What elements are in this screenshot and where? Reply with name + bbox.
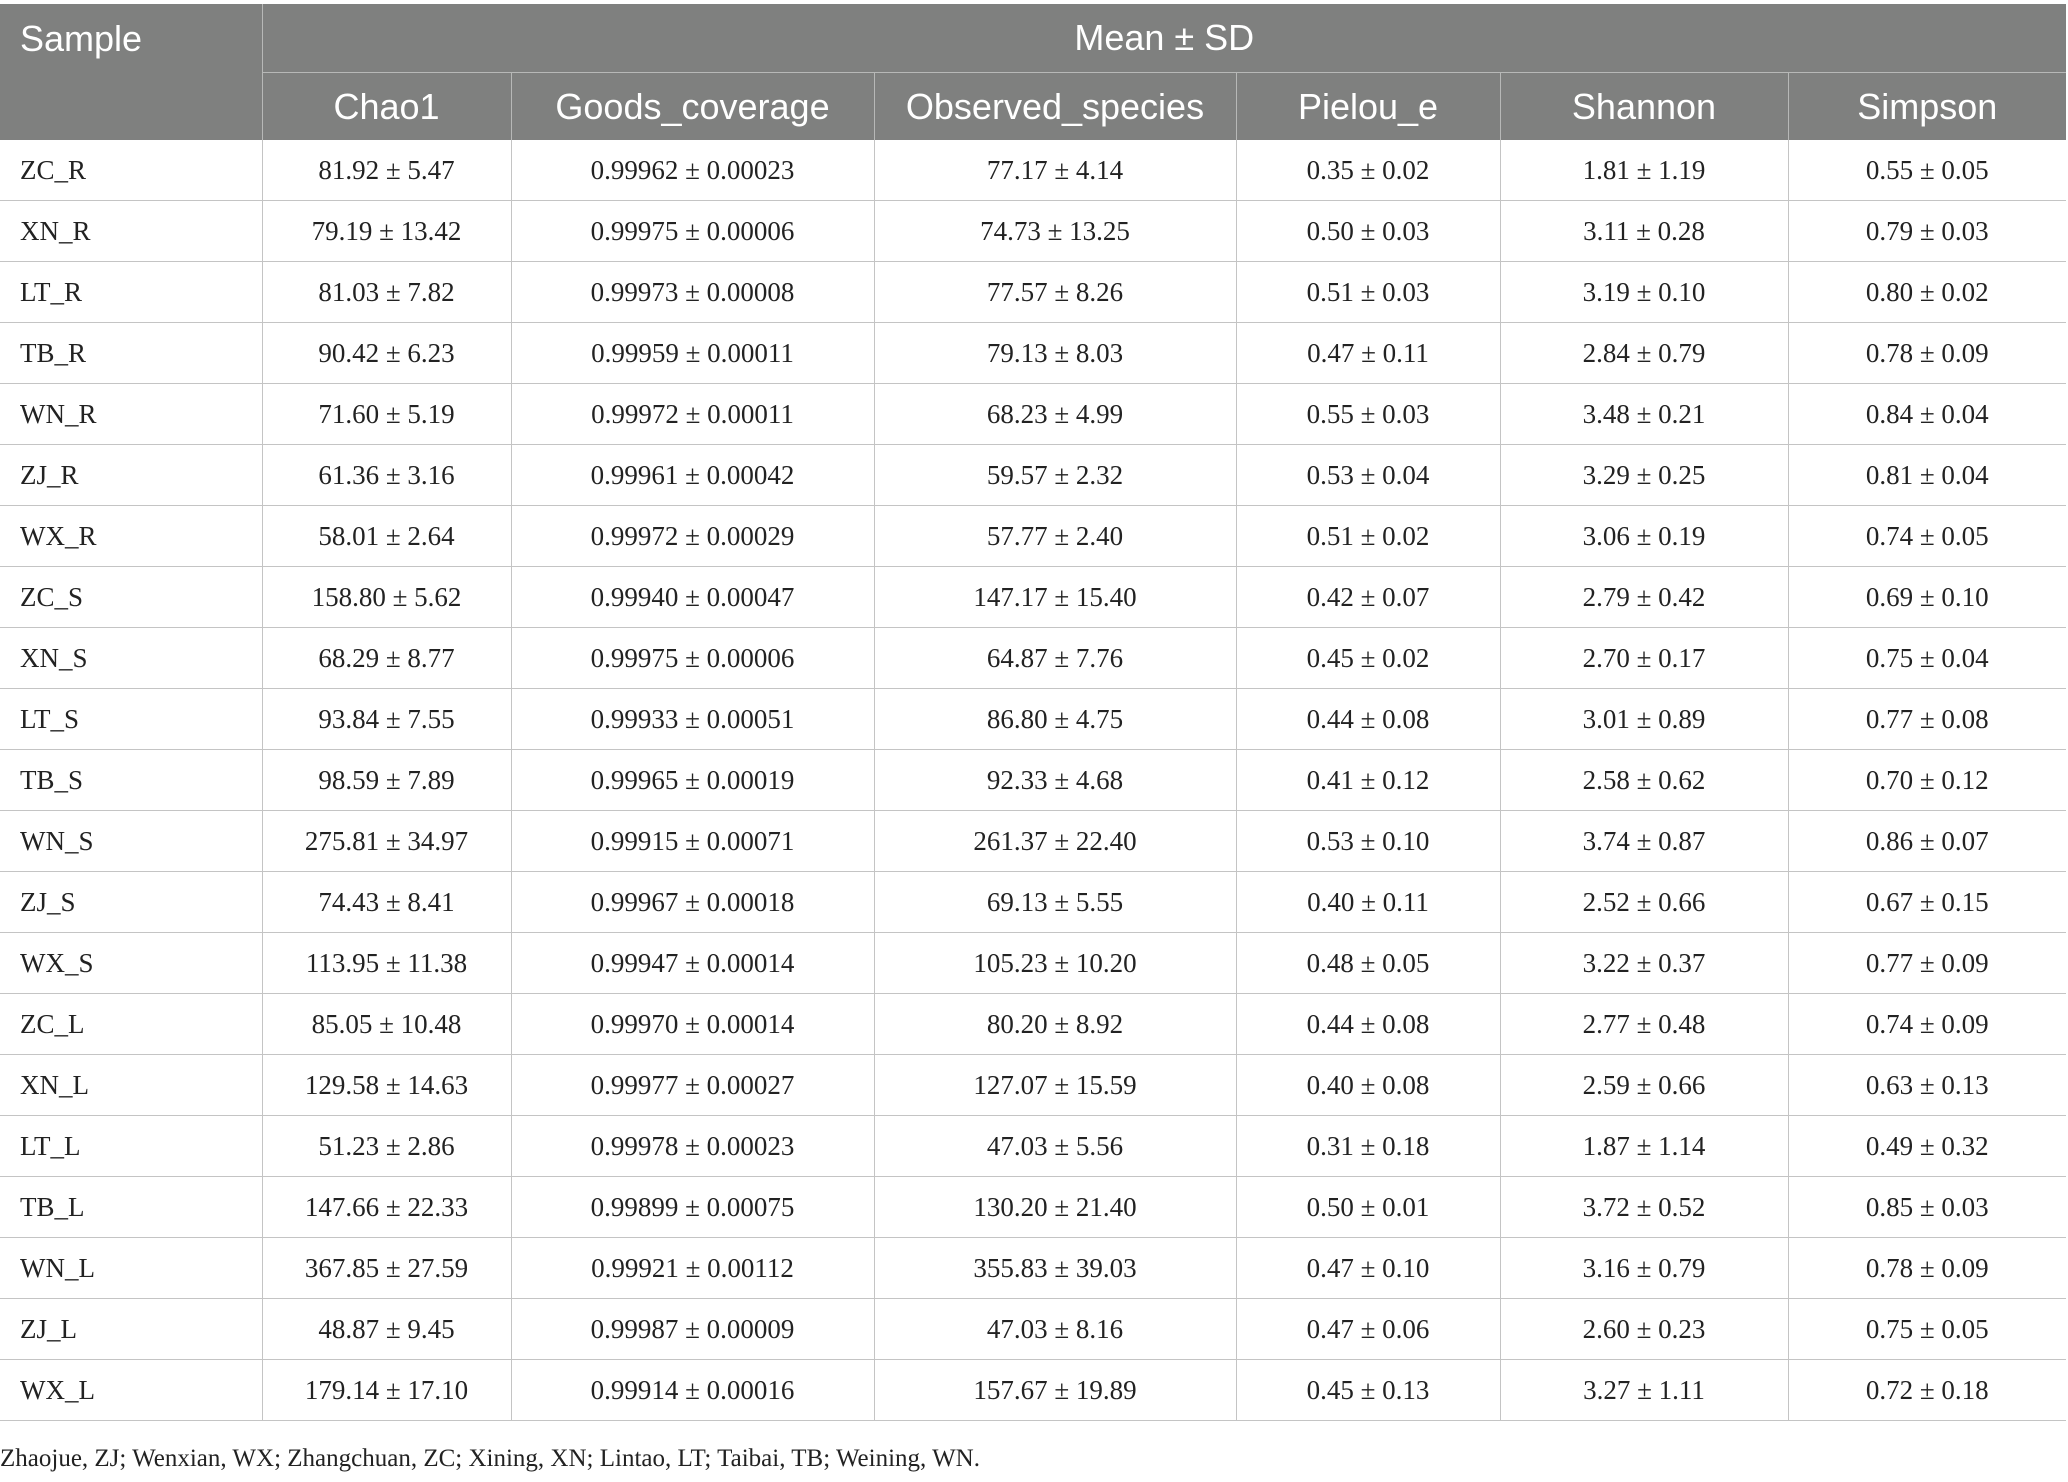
simpson-cell: 0.70 ± 0.12 xyxy=(1788,750,2066,811)
goods-coverage-cell: 0.99965 ± 0.00019 xyxy=(511,750,874,811)
shannon-cell: 3.11 ± 0.28 xyxy=(1500,201,1788,262)
observed-species-cell: 77.17 ± 4.14 xyxy=(874,140,1236,201)
goods-coverage-cell: 0.99977 ± 0.00027 xyxy=(511,1055,874,1116)
observed-species-cell: 105.23 ± 10.20 xyxy=(874,933,1236,994)
goods-coverage-cell: 0.99899 ± 0.00075 xyxy=(511,1177,874,1238)
observed-species-cell: 127.07 ± 15.59 xyxy=(874,1055,1236,1116)
observed-species-cell: 79.13 ± 8.03 xyxy=(874,323,1236,384)
simpson-cell: 0.84 ± 0.04 xyxy=(1788,384,2066,445)
table-row xyxy=(0,384,2066,445)
observed-species-cell: 80.20 ± 8.92 xyxy=(874,994,1236,1055)
sample-cell: XN_L xyxy=(0,1055,262,1116)
shannon-cell: 2.84 ± 0.79 xyxy=(1500,323,1788,384)
sample-cell: LT_S xyxy=(0,689,262,750)
pielou-e-cell: 0.40 ± 0.11 xyxy=(1236,872,1500,933)
sample-cell: ZC_R xyxy=(0,140,262,201)
observed-species-cell: 59.57 ± 2.32 xyxy=(874,445,1236,506)
goods-coverage-cell: 0.99914 ± 0.00016 xyxy=(511,1360,874,1421)
shannon-cell: 3.48 ± 0.21 xyxy=(1500,384,1788,445)
table-row xyxy=(0,628,2066,689)
table-row xyxy=(0,506,2066,567)
chao1-cell: 129.58 ± 14.63 xyxy=(262,1055,511,1116)
shannon-cell: 1.87 ± 1.14 xyxy=(1500,1116,1788,1177)
sample-cell: TB_S xyxy=(0,750,262,811)
table-row xyxy=(0,1177,2066,1238)
simpson-cell: 0.79 ± 0.03 xyxy=(1788,201,2066,262)
chao1-cell: 81.92 ± 5.47 xyxy=(262,140,511,201)
goods-coverage-cell: 0.99962 ± 0.00023 xyxy=(511,140,874,201)
simpson-cell: 0.78 ± 0.09 xyxy=(1788,1238,2066,1299)
observed-species-cell: 355.83 ± 39.03 xyxy=(874,1238,1236,1299)
goods-coverage-cell: 0.99959 ± 0.00011 xyxy=(511,323,874,384)
shannon-cell: 2.60 ± 0.23 xyxy=(1500,1299,1788,1360)
simpson-cell: 0.67 ± 0.15 xyxy=(1788,872,2066,933)
goods-coverage-cell: 0.99970 ± 0.00014 xyxy=(511,994,874,1055)
sample-cell: LT_L xyxy=(0,1116,262,1177)
simpson-cell: 0.49 ± 0.32 xyxy=(1788,1116,2066,1177)
goods-coverage-cell: 0.99972 ± 0.00029 xyxy=(511,506,874,567)
pielou-e-cell: 0.44 ± 0.08 xyxy=(1236,689,1500,750)
simpson-cell: 0.77 ± 0.08 xyxy=(1788,689,2066,750)
chao1-cell: 275.81 ± 34.97 xyxy=(262,811,511,872)
column-header-simpson: Simpson xyxy=(1788,73,2066,141)
pielou-e-cell: 0.55 ± 0.03 xyxy=(1236,384,1500,445)
table-row xyxy=(0,567,2066,628)
sample-column-header: Sample xyxy=(0,4,262,140)
chao1-cell: 367.85 ± 27.59 xyxy=(262,1238,511,1299)
table-row xyxy=(0,140,2066,201)
observed-species-cell: 68.23 ± 4.99 xyxy=(874,384,1236,445)
column-header-shannon: Shannon xyxy=(1500,73,1788,141)
observed-species-cell: 64.87 ± 7.76 xyxy=(874,628,1236,689)
goods-coverage-cell: 0.99987 ± 0.00009 xyxy=(511,1299,874,1360)
observed-species-cell: 147.17 ± 15.40 xyxy=(874,567,1236,628)
shannon-cell: 3.74 ± 0.87 xyxy=(1500,811,1788,872)
observed-species-cell: 57.77 ± 2.40 xyxy=(874,506,1236,567)
sample-cell: ZJ_R xyxy=(0,445,262,506)
table-row xyxy=(0,750,2066,811)
simpson-cell: 0.77 ± 0.09 xyxy=(1788,933,2066,994)
simpson-cell: 0.69 ± 0.10 xyxy=(1788,567,2066,628)
sample-cell: ZJ_L xyxy=(0,1299,262,1360)
shannon-cell: 2.70 ± 0.17 xyxy=(1500,628,1788,689)
shannon-cell: 2.59 ± 0.66 xyxy=(1500,1055,1788,1116)
shannon-cell: 1.81 ± 1.19 xyxy=(1500,140,1788,201)
table-row xyxy=(0,1116,2066,1177)
diversity-table xyxy=(0,4,2066,1421)
table-row xyxy=(0,445,2066,506)
goods-coverage-cell: 0.99978 ± 0.00023 xyxy=(511,1116,874,1177)
sample-cell: WX_S xyxy=(0,933,262,994)
chao1-cell: 48.87 ± 9.45 xyxy=(262,1299,511,1360)
pielou-e-cell: 0.48 ± 0.05 xyxy=(1236,933,1500,994)
simpson-cell: 0.85 ± 0.03 xyxy=(1788,1177,2066,1238)
chao1-cell: 179.14 ± 17.10 xyxy=(262,1360,511,1421)
sample-cell: WX_R xyxy=(0,506,262,567)
shannon-cell: 3.01 ± 0.89 xyxy=(1500,689,1788,750)
sample-cell: TB_R xyxy=(0,323,262,384)
table-row xyxy=(0,1360,2066,1421)
pielou-e-cell: 0.47 ± 0.10 xyxy=(1236,1238,1500,1299)
pielou-e-cell: 0.41 ± 0.12 xyxy=(1236,750,1500,811)
pielou-e-cell: 0.42 ± 0.07 xyxy=(1236,567,1500,628)
sample-cell: WN_S xyxy=(0,811,262,872)
observed-species-cell: 130.20 ± 21.40 xyxy=(874,1177,1236,1238)
shannon-cell: 3.72 ± 0.52 xyxy=(1500,1177,1788,1238)
pielou-e-cell: 0.47 ± 0.06 xyxy=(1236,1299,1500,1360)
column-header-observed-species: Observed_species xyxy=(874,73,1236,141)
chao1-cell: 74.43 ± 8.41 xyxy=(262,872,511,933)
shannon-cell: 3.06 ± 0.19 xyxy=(1500,506,1788,567)
simpson-cell: 0.72 ± 0.18 xyxy=(1788,1360,2066,1421)
goods-coverage-cell: 0.99915 ± 0.00071 xyxy=(511,811,874,872)
simpson-cell: 0.80 ± 0.02 xyxy=(1788,262,2066,323)
table-row xyxy=(0,811,2066,872)
shannon-cell: 3.27 ± 1.11 xyxy=(1500,1360,1788,1421)
observed-species-cell: 77.57 ± 8.26 xyxy=(874,262,1236,323)
pielou-e-cell: 0.53 ± 0.10 xyxy=(1236,811,1500,872)
shannon-cell: 2.77 ± 0.48 xyxy=(1500,994,1788,1055)
sample-cell: TB_L xyxy=(0,1177,262,1238)
shannon-cell: 2.52 ± 0.66 xyxy=(1500,872,1788,933)
shannon-cell: 2.79 ± 0.42 xyxy=(1500,567,1788,628)
observed-species-cell: 74.73 ± 13.25 xyxy=(874,201,1236,262)
shannon-cell: 3.22 ± 0.37 xyxy=(1500,933,1788,994)
goods-coverage-cell: 0.99973 ± 0.00008 xyxy=(511,262,874,323)
table-row xyxy=(0,201,2066,262)
chao1-cell: 85.05 ± 10.48 xyxy=(262,994,511,1055)
table-footnote: Zhaojue, ZJ; Wenxian, WX; Zhangchuan, ZC; Xining, XN; Lintao, LT; Taibai, TB; Weining, WN. xyxy=(0,1445,980,1472)
goods-coverage-cell: 0.99940 ± 0.00047 xyxy=(511,567,874,628)
simpson-cell: 0.63 ± 0.13 xyxy=(1788,1055,2066,1116)
chao1-cell: 90.42 ± 6.23 xyxy=(262,323,511,384)
column-header-pielou-e: Pielou_e xyxy=(1236,73,1500,141)
table-header xyxy=(0,4,2066,140)
chao1-cell: 71.60 ± 5.19 xyxy=(262,384,511,445)
simpson-cell: 0.81 ± 0.04 xyxy=(1788,445,2066,506)
simpson-cell: 0.74 ± 0.05 xyxy=(1788,506,2066,567)
sample-cell: XN_R xyxy=(0,201,262,262)
pielou-e-cell: 0.50 ± 0.03 xyxy=(1236,201,1500,262)
simpson-cell: 0.55 ± 0.05 xyxy=(1788,140,2066,201)
pielou-e-cell: 0.51 ± 0.03 xyxy=(1236,262,1500,323)
table-row xyxy=(0,872,2066,933)
chao1-cell: 98.59 ± 7.89 xyxy=(262,750,511,811)
sample-cell: WN_L xyxy=(0,1238,262,1299)
mean-sd-group-header: Mean ± SD xyxy=(262,4,2066,73)
table-row xyxy=(0,1055,2066,1116)
observed-species-cell: 86.80 ± 4.75 xyxy=(874,689,1236,750)
column-header-chao1: Chao1 xyxy=(262,73,511,141)
chao1-cell: 158.80 ± 5.62 xyxy=(262,567,511,628)
sample-cell: WX_L xyxy=(0,1360,262,1421)
table-row xyxy=(0,262,2066,323)
chao1-cell: 51.23 ± 2.86 xyxy=(262,1116,511,1177)
pielou-e-cell: 0.31 ± 0.18 xyxy=(1236,1116,1500,1177)
goods-coverage-cell: 0.99972 ± 0.00011 xyxy=(511,384,874,445)
pielou-e-cell: 0.50 ± 0.01 xyxy=(1236,1177,1500,1238)
chao1-cell: 147.66 ± 22.33 xyxy=(262,1177,511,1238)
sample-cell: ZC_L xyxy=(0,994,262,1055)
sample-cell: WN_R xyxy=(0,384,262,445)
sample-cell: ZJ_S xyxy=(0,872,262,933)
shannon-cell: 3.29 ± 0.25 xyxy=(1500,445,1788,506)
table-row xyxy=(0,1238,2066,1299)
observed-species-cell: 157.67 ± 19.89 xyxy=(874,1360,1236,1421)
shannon-cell: 3.19 ± 0.10 xyxy=(1500,262,1788,323)
chao1-cell: 61.36 ± 3.16 xyxy=(262,445,511,506)
chao1-cell: 93.84 ± 7.55 xyxy=(262,689,511,750)
table-body xyxy=(0,140,2066,1421)
pielou-e-cell: 0.47 ± 0.11 xyxy=(1236,323,1500,384)
sample-cell: XN_S xyxy=(0,628,262,689)
observed-species-cell: 47.03 ± 5.56 xyxy=(874,1116,1236,1177)
table-row xyxy=(0,933,2066,994)
sample-cell: LT_R xyxy=(0,262,262,323)
pielou-e-cell: 0.44 ± 0.08 xyxy=(1236,994,1500,1055)
sample-cell: ZC_S xyxy=(0,567,262,628)
pielou-e-cell: 0.53 ± 0.04 xyxy=(1236,445,1500,506)
pielou-e-cell: 0.45 ± 0.13 xyxy=(1236,1360,1500,1421)
pielou-e-cell: 0.35 ± 0.02 xyxy=(1236,140,1500,201)
pielou-e-cell: 0.40 ± 0.08 xyxy=(1236,1055,1500,1116)
goods-coverage-cell: 0.99961 ± 0.00042 xyxy=(511,445,874,506)
chao1-cell: 68.29 ± 8.77 xyxy=(262,628,511,689)
goods-coverage-cell: 0.99967 ± 0.00018 xyxy=(511,872,874,933)
observed-species-cell: 92.33 ± 4.68 xyxy=(874,750,1236,811)
shannon-cell: 3.16 ± 0.79 xyxy=(1500,1238,1788,1299)
goods-coverage-cell: 0.99975 ± 0.00006 xyxy=(511,201,874,262)
diversity-table-container xyxy=(0,4,2066,1421)
simpson-cell: 0.78 ± 0.09 xyxy=(1788,323,2066,384)
observed-species-cell: 261.37 ± 22.40 xyxy=(874,811,1236,872)
goods-coverage-cell: 0.99933 ± 0.00051 xyxy=(511,689,874,750)
table-row xyxy=(0,689,2066,750)
column-header-goods-coverage: Goods_coverage xyxy=(511,73,874,141)
table-row xyxy=(0,994,2066,1055)
table-row xyxy=(0,323,2066,384)
simpson-cell: 0.75 ± 0.05 xyxy=(1788,1299,2066,1360)
observed-species-cell: 47.03 ± 8.16 xyxy=(874,1299,1236,1360)
chao1-cell: 81.03 ± 7.82 xyxy=(262,262,511,323)
pielou-e-cell: 0.51 ± 0.02 xyxy=(1236,506,1500,567)
simpson-cell: 0.75 ± 0.04 xyxy=(1788,628,2066,689)
simpson-cell: 0.86 ± 0.07 xyxy=(1788,811,2066,872)
table-row xyxy=(0,1299,2066,1360)
goods-coverage-cell: 0.99921 ± 0.00112 xyxy=(511,1238,874,1299)
goods-coverage-cell: 0.99975 ± 0.00006 xyxy=(511,628,874,689)
simpson-cell: 0.74 ± 0.09 xyxy=(1788,994,2066,1055)
shannon-cell: 2.58 ± 0.62 xyxy=(1500,750,1788,811)
chao1-cell: 113.95 ± 11.38 xyxy=(262,933,511,994)
chao1-cell: 79.19 ± 13.42 xyxy=(262,201,511,262)
observed-species-cell: 69.13 ± 5.55 xyxy=(874,872,1236,933)
pielou-e-cell: 0.45 ± 0.02 xyxy=(1236,628,1500,689)
chao1-cell: 58.01 ± 2.64 xyxy=(262,506,511,567)
goods-coverage-cell: 0.99947 ± 0.00014 xyxy=(511,933,874,994)
